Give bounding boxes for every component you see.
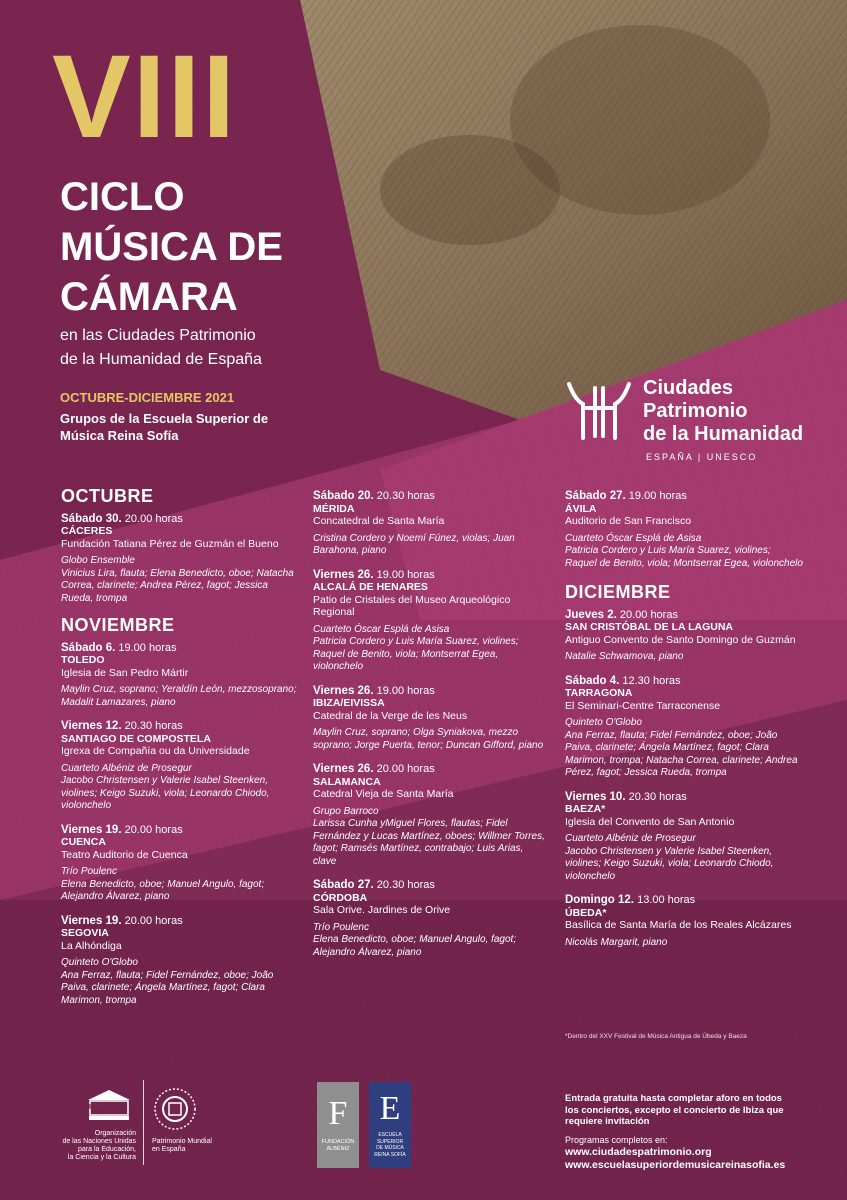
title-line: CÁMARA <box>60 275 238 319</box>
event-time: 12.30 horas <box>622 674 681 687</box>
concert-event <box>61 720 301 813</box>
event-time: 13.00 horas <box>637 894 696 906</box>
event-date <box>313 490 548 503</box>
patrimonio-mundial-emblem-icon <box>152 1086 198 1132</box>
concert-event <box>565 675 805 780</box>
event-city: BAEZA* <box>565 803 606 815</box>
column-diciembre <box>565 490 805 960</box>
footnote: *Dentro del XXV Festival de Música Antigua de Úbeda y Baeza <box>565 1033 747 1040</box>
cycle-dates: OCTUBRE-DICIEMBRE 2021 <box>60 390 235 405</box>
logo-subtitle: ESPAÑA | UNESCO <box>646 452 758 462</box>
event-performers: Cuarteto Albéniz de Prosegur Jacobo Christensen y Valerie Isabel Steenken, violines; Keigo Suzuki, viola; Leonardo Chiodo, violonchelo <box>565 833 774 882</box>
concert-event <box>565 609 805 664</box>
event-time: 20.00 horas <box>124 914 183 927</box>
event-date <box>313 569 548 582</box>
event-day: Viernes 12. <box>61 720 122 732</box>
unesco-line: de las Naciones Unidas <box>62 1138 136 1145</box>
month-heading: OCTUBRE <box>61 486 154 506</box>
event-day: Sábado 6. <box>61 641 116 654</box>
event-date <box>313 879 548 892</box>
event-performers: Trío Poulenc Elena Benedicto, oboe; Manuel Angulo, fagot; Alejandro Álvarez, piano <box>313 921 517 958</box>
concert-event <box>313 879 548 959</box>
event-day: Sábado 20. <box>313 490 374 502</box>
event-performers: Cuarteto Óscar Esplá de Asisa Patricia Cordero y Luis María Suarez, violines; Raquel de Benito, viola; Montserrat Egea, violonchelo <box>313 623 519 672</box>
event-performers: Maylin Cruz, soprano; Yeraldín León, mezzosoprano; Madalit Lamazares, piano <box>61 684 297 708</box>
ciudades-patrimonio-logo-icon <box>565 378 633 444</box>
subtitle-line: en las Ciudades Patrimonio <box>60 327 256 344</box>
patrimonio-line: en España <box>152 1146 186 1153</box>
unesco-word: UNESCO <box>89 1104 122 1111</box>
column-octubre-noviembre <box>61 486 301 1018</box>
event-venue: Iglesia de San Pedro Mártir <box>61 666 189 679</box>
event-day: Jueves 2. <box>565 608 617 621</box>
event-city: TOLEDO <box>61 654 105 666</box>
groups-text <box>60 410 268 444</box>
unesco-line: para la Educación, <box>78 1146 136 1153</box>
event-venue: Iglesia del Convento de San Antonio <box>565 815 735 828</box>
event-city: SANTIAGO DE COMPOSTELA <box>61 732 211 745</box>
concert-event <box>61 513 301 606</box>
event-venue: Catedral de la Verge de les Neus <box>313 709 468 722</box>
roman-numeral: VIII <box>52 31 238 163</box>
event-time: 20.00 horas <box>124 823 183 836</box>
escuela-line: ESCUELA <box>378 1132 402 1138</box>
event-venue: Teatro Auditorio de Cuenca <box>61 848 188 861</box>
event-time: 19.00 horas <box>628 490 687 502</box>
entrada-line: requiere invitación <box>565 1116 650 1127</box>
entrada-info <box>565 1093 784 1128</box>
event-day: Domingo 12. <box>565 894 635 906</box>
event-venue: Sala Orive. Jardines de Orive <box>313 904 451 916</box>
event-city: SALAMANCA <box>313 775 381 788</box>
event-venue: La Alhóndiga <box>61 939 122 952</box>
event-date <box>61 915 301 928</box>
concert-event <box>565 894 805 949</box>
unesco-line: Organización <box>94 1130 136 1137</box>
event-city: CÁCERES <box>61 525 113 537</box>
event-performers: Trío Poulenc Elena Benedicto, oboe; Manuel Angulo, fagot; Alejandro Álvarez, piano <box>61 866 265 902</box>
subtitle <box>60 324 262 372</box>
event-venue: Concatedral de Santa María <box>313 515 445 527</box>
event-time: 20.30 horas <box>124 720 183 732</box>
event-day: Viernes 26. <box>313 684 374 697</box>
concert-event <box>61 642 301 710</box>
event-day: Sábado 27. <box>313 879 374 891</box>
event-day: Viernes 10. <box>565 790 626 803</box>
event-time: 20.30 horas <box>376 879 435 891</box>
concert-event <box>565 490 805 570</box>
event-city: TARRAGONA <box>565 687 633 699</box>
event-day: Viernes 19. <box>61 914 122 927</box>
website-link[interactable]: www.escuelasuperiordemusicareinasofia.es <box>565 1159 786 1171</box>
event-venue: Antiguo Convento de Santo Domingo de Guzmán <box>565 633 796 646</box>
event-time: 19.00 horas <box>376 568 435 581</box>
event-city: ÁVILA <box>565 502 597 515</box>
event-performers: Nicolás Margarit, piano <box>565 936 668 948</box>
event-date <box>565 609 805 622</box>
concert-event <box>313 490 548 558</box>
event-time: 20.00 horas <box>124 512 183 525</box>
concert-event <box>313 763 548 868</box>
event-city: CUENCA <box>61 836 106 848</box>
logo-line: de la Humanidad <box>643 423 804 445</box>
month-heading: NOVIEMBRE <box>61 615 175 635</box>
event-venue: Fundación Tatiana Pérez de Guzmán el Bueno <box>61 537 279 550</box>
event-date <box>313 763 548 776</box>
unesco-caption <box>60 1130 136 1162</box>
event-day: Viernes 26. <box>313 568 374 581</box>
concert-event <box>313 685 548 753</box>
event-city: MÉRIDA <box>313 502 355 515</box>
albeniz-line: ALBÉNIZ <box>326 1146 350 1152</box>
event-date <box>565 894 805 907</box>
event-day: Sábado 30. <box>61 512 122 525</box>
event-performers: Quinteto O'Globo Ana Ferraz, flauta; Fidel Fernández, oboe; João Paiva, clarinete; Ángela Martínez, fagot; Clara Marimon, trompa; Natacha Correa, clarinete; Andrea Pérez, fagot; Jessica Rueda, trompa <box>565 717 798 778</box>
patrimonio-caption <box>152 1138 212 1154</box>
event-venue: Basílica de Santa María de los Reales Alcázares <box>565 919 792 931</box>
concert-event <box>61 824 301 904</box>
event-city: SEGOVIA <box>61 927 109 939</box>
title-line: MÚSICA DE <box>60 225 283 269</box>
entrada-line: Entrada gratuita hasta completar aforo en todos <box>565 1093 782 1104</box>
event-time: 19.00 horas <box>118 641 177 654</box>
website-link[interactable]: www.ciudadespatrimonio.org <box>565 1146 712 1158</box>
event-day: Sábado 27. <box>565 490 626 502</box>
event-venue: Igrexa de Compañía ou da Universidade <box>61 745 250 757</box>
event-performers: Quinteto O'Globo Ana Ferraz, flauta; Fidel Fernández, oboe; João Paiva, clarinete; Ángela Martínez, fagot; Clara Marimon, trompa <box>61 957 274 1006</box>
concert-event <box>313 569 548 674</box>
groups-line: Grupos de la Escuela Superior de <box>60 411 269 426</box>
event-performers: Maylin Cruz, soprano; Olga Syniakova, mezzo soprano; Jorge Puerta, tenor; Duncan Gifford, piano <box>313 727 544 751</box>
programas-label: Programas completos en: <box>565 1135 668 1145</box>
event-day: Sábado 4. <box>565 674 620 687</box>
event-date <box>61 824 301 837</box>
event-performers: Cristina Cordero y Noemí Fúnez, violas; Juan Barahona, piano <box>313 532 515 556</box>
event-time: 20.30 horas <box>628 790 687 803</box>
escuela-letter: E <box>379 1090 401 1127</box>
event-date <box>61 513 301 526</box>
event-performers: Natalie Schwamova, piano <box>565 651 684 662</box>
event-performers: Globo Ensemble Vinicius Lira, flauta; Elena Benedicto, oboe; Natacha Correa, clarinete; Andrea Pérez, fagot; Jessica Rueda, trompa <box>61 555 294 604</box>
month-heading: DICIEMBRE <box>565 582 671 602</box>
page-title <box>60 172 283 322</box>
event-city: ÚBEDA* <box>565 906 607 919</box>
entrada-line: los conciertos, excepto el concierto de Ibiza que <box>565 1104 784 1116</box>
event-venue: El Seminari-Centre Tarraconense <box>565 699 721 712</box>
event-performers: Cuarteto Óscar Esplá de Asisa Patricia Cordero y Luis María Suarez, violines; Raquel de Benito, viola; Montserrat Egea, violonchelo <box>565 532 803 569</box>
event-date <box>61 720 301 733</box>
ciudades-patrimonio-logo-text <box>643 377 803 446</box>
event-venue: Catedral Vieja de Santa María <box>313 788 454 800</box>
fundacion-albeniz-logo <box>317 1082 359 1168</box>
logo-line: Ciudades <box>643 377 734 399</box>
escuela-caption <box>374 1132 405 1158</box>
albeniz-caption <box>322 1139 355 1153</box>
event-time: 19.00 horas <box>376 684 435 697</box>
event-city: CÓRDOBA <box>313 891 368 904</box>
event-venue: Patio de Cristales del Museo Arqueológico Regional <box>313 593 511 618</box>
event-time: 20.00 horas <box>619 608 678 621</box>
albeniz-line: FUNDACIÓN <box>321 1139 355 1145</box>
event-city: ALCALÁ DE HENARES <box>313 581 428 593</box>
title-line: CICLO <box>60 175 185 219</box>
patrimonio-line: Patrimonio Mundial <box>152 1138 212 1145</box>
concert-event <box>61 915 301 1008</box>
event-performers: Grupo Barroco Larissa Cunha yMiguel Flores, flautas; Fidel Fernández y Lucas Martínez, oboes; Willmer Torres, fagot; Ramsés Martínez, contrabajo; Luis Arias, clave <box>313 805 545 867</box>
column-noviembre-cont <box>313 490 548 970</box>
event-city: SAN CRISTÓBAL DE LA LAGUNA <box>565 621 733 633</box>
escuela-line: SUPERIOR <box>376 1138 404 1145</box>
divider <box>143 1080 144 1165</box>
subtitle-line: de la Humanidad de España <box>60 351 262 368</box>
event-time: 20.30 horas <box>376 490 435 502</box>
event-date <box>565 490 805 503</box>
logo-line: Patrimonio <box>643 400 748 422</box>
event-day: Viernes 19. <box>61 823 122 836</box>
event-city: IBIZA/EIVISSA <box>313 697 385 709</box>
unesco-line: la Ciencia y la Cultura <box>67 1154 136 1161</box>
groups-line: Música Reina Sofía <box>60 428 179 443</box>
albeniz-letter: F <box>328 1095 348 1132</box>
event-date <box>61 642 301 655</box>
escuela-line: DE MÚSICA <box>376 1145 404 1151</box>
event-day: Viernes 26. <box>313 763 374 775</box>
event-venue: Auditorio de San Francisco <box>565 515 692 527</box>
escuela-reina-sofia-logo <box>369 1082 411 1168</box>
event-date <box>565 675 805 688</box>
escuela-line: REINA SOFÍA <box>374 1151 406 1158</box>
event-performers: Cuarteto Albéniz de Prosegur Jacobo Christensen y Valerie Isabel Steenken, violines; Keigo Suzuki, viola; Leonardo Chiodo, violonchelo <box>61 762 270 811</box>
event-time: 20.00 horas <box>376 763 435 775</box>
concert-event <box>565 791 805 884</box>
event-date <box>565 791 805 804</box>
event-date <box>313 685 548 698</box>
